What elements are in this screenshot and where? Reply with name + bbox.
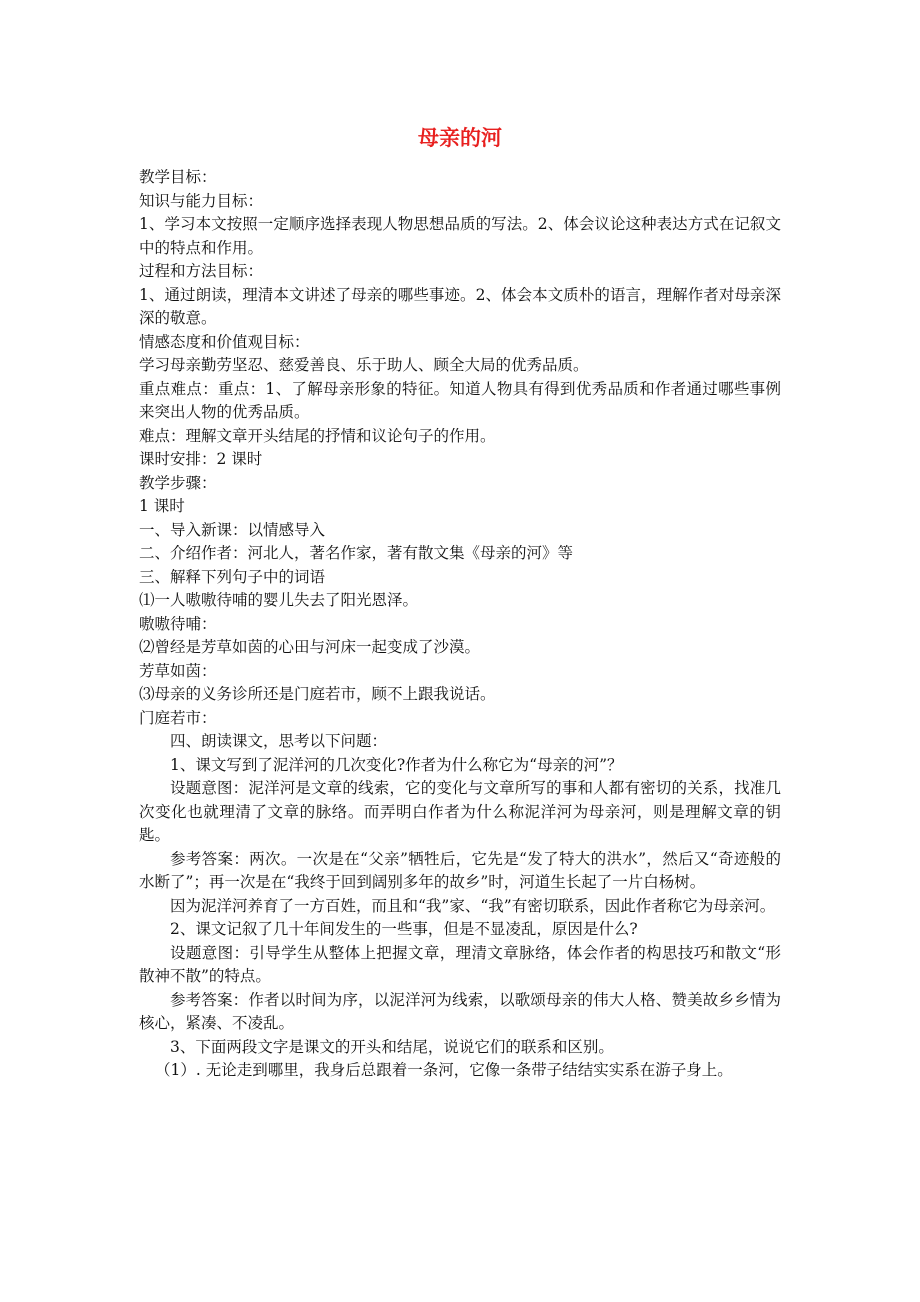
paragraph: 参考答案：作者以时间为序，以泥洋河为线索，以歌颂母亲的伟大人格、赞美故乡乡情为核心，紧凑、不凌乱。: [139, 990, 781, 1032]
paragraph: 门庭若市：: [139, 708, 217, 727]
paragraph: 设题意图：泥洋河是文章的线索，它的变化与文章所写的事和人都有密切的关系，找准几次变化也就理清了文章的脉络。而弄明白作者为什么称泥洋河为母亲河，则是理解文章的钥匙。: [139, 779, 781, 844]
paragraph: 重点难点：重点：1、了解母亲形象的特征。知道人物具有得到优秀品质和作者通过哪些事例来突出人物的优秀品质。: [139, 379, 781, 421]
paragraph: 3、下面两段文字是课文的开头和结尾，说说它们的联系和区别。: [170, 1037, 614, 1056]
paragraph: 二、介绍作者：河北人，著名作家，著有散文集《母亲的河》等: [139, 544, 574, 562]
paragraph: 三、解释下列句子中的词语: [139, 567, 326, 586]
document-body: [139, 166, 781, 1083]
paragraph: 参考答案：两次。一次是在“父亲”牺牲后，它先是“发了特大的洪水”，然后又“奇迹般的水断了”；再一次是在“我终于回到阔别多年的故乡”时，河道生长起了一片白杨树。: [139, 849, 781, 891]
paragraph: 知识与能力目标：: [139, 191, 264, 210]
paragraph: 芳草如茵：: [139, 661, 217, 680]
paragraph: 一、导入新课：以情感导入: [139, 520, 326, 539]
paragraph: 课时安排：2 课时: [139, 450, 263, 468]
paragraph: 1 课时: [139, 497, 185, 515]
paragraph: 情感态度和价值观目标：: [139, 332, 310, 351]
document-title: 母亲的河: [418, 126, 502, 150]
paragraph: 1、学习本文按照一定顺序选择表现人物思想品质的写法。2、体会议论这种表达方式在记叙文中的特点和作用。: [139, 215, 781, 257]
paragraph: 教学步骤：: [139, 473, 217, 492]
paragraph: 难点：理解文章开头结尾的抒情和议论句子的作用。: [139, 426, 496, 445]
paragraph: 教学目标：: [139, 168, 217, 186]
paragraph: （1）. 无论走到哪里，我身后总跟着一条河，它像一条带子结结实实系在游子身上。: [155, 1061, 733, 1079]
paragraph: 1、通过朗读，理清本文讲述了母亲的哪些事迹。2、体会本文质朴的语言，理解作者对母亲深深的敬意。: [139, 285, 781, 327]
paragraph: 1、课文写到了泥洋河的几次变化?作者为什么称它为“母亲的河”？: [170, 755, 623, 774]
paragraph: ⑵曾经是芳草如茵的心田与河床一起变成了沙漠。: [139, 638, 481, 656]
paragraph: 嗷嗷待哺：: [139, 614, 217, 633]
paragraph: 四、朗读课文，思考以下问题：: [170, 732, 388, 750]
paragraph: 因为泥洋河养育了一方百姓，而且和“我”家、“我”有密切联系，因此作者称它为母亲河。: [170, 896, 776, 915]
paragraph: 设题意图：引导学生从整体上把握文章，理清文章脉络，体会作者的构思技巧和散文“形散神不散”的特点。: [139, 943, 781, 985]
paragraph: ⑶母亲的义务诊所还是门庭若市，顾不上跟我说话。: [139, 685, 496, 703]
paragraph: 学习母亲勤劳坚忍、慈爱善良、乐于助人、顾全大局的优秀品质。: [139, 356, 589, 374]
paragraph: 过程和方法目标：: [139, 262, 264, 280]
paragraph: 2、课文记叙了几十年间发生的一些事，但是不显凌乱，原因是什么?: [170, 920, 638, 938]
paragraph: ⑴一人嗷嗷待哺的婴儿失去了阳光恩泽。: [139, 591, 419, 609]
